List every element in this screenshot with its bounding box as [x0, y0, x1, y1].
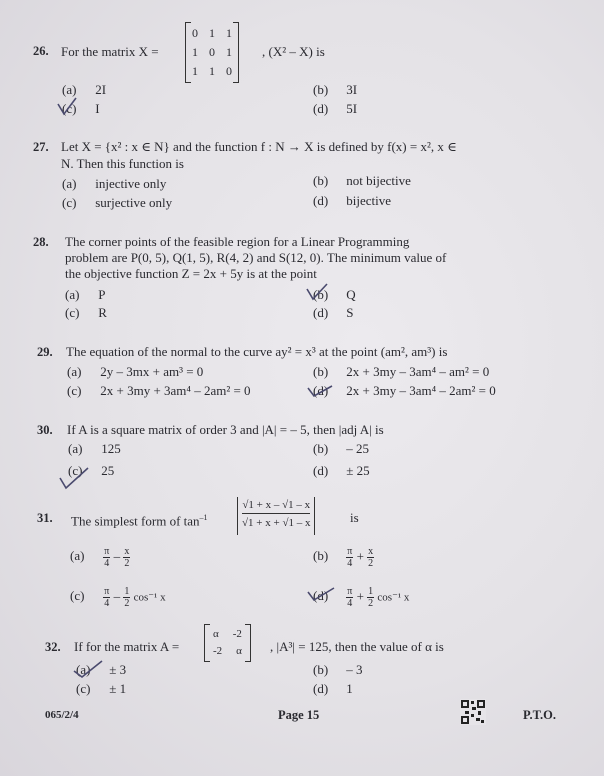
option-c[interactable]: (c) 2x + 3my + 3am⁴ – 2am² = 0 — [67, 383, 251, 398]
matrix-cell: 1 — [192, 45, 198, 59]
pen-tick-mark — [306, 380, 336, 400]
option-a[interactable]: (a) P — [65, 287, 106, 302]
question-text: The equation of the normal to the curve ay² = x³ at the point (am², am³) is — [66, 344, 448, 359]
question-text: If for the matrix A = — [74, 639, 180, 654]
pen-tick-mark — [305, 283, 331, 303]
matrix-cell: 0 — [192, 26, 198, 40]
matrix-cell: 0 — [209, 45, 215, 59]
question-text: If A is a square matrix of order 3 and |A| = – 5, then |adj A| is — [67, 422, 384, 437]
option-b[interactable]: (b) Q — [313, 287, 356, 302]
fraction: $\frac{x}{2}$ — [368, 546, 374, 569]
option-c[interactable]: (c) I — [62, 101, 100, 116]
option-c[interactable]: (c) ± 1 — [76, 681, 127, 696]
option-c[interactable]: (c) surjective only — [62, 195, 173, 210]
option-a[interactable]: (a) injective only — [62, 176, 167, 191]
option-d[interactable]: (d) 2x + 3my – 3am⁴ – 2am² = 0 — [313, 383, 496, 398]
question-number: 32. — [45, 640, 61, 654]
option-b[interactable]: (b) $\frac{\pi}{4}$ + $\frac{x}{2}$ — [313, 546, 374, 569]
matrix-cell: 1 — [226, 45, 232, 59]
question-tail: , |A³| = 125, then the value of α is — [270, 639, 444, 654]
fraction: $\frac{1}{2}$ — [368, 586, 374, 609]
option-d[interactable]: (d) 1 — [313, 681, 353, 696]
option-a[interactable]: (a) 2y – 3mx + am³ = 0 — [67, 364, 204, 379]
page-number: Page 15 — [278, 708, 320, 722]
question-text: the objective function Z = 2x + 5y is at the point — [65, 266, 317, 281]
tan-inverse-argument — [237, 497, 315, 535]
pen-tick-mark — [72, 657, 106, 679]
qr-code-icon — [460, 699, 486, 725]
fraction: $\frac{\pi}{4}$ — [347, 586, 353, 609]
option-b[interactable]: (b) not bijective — [313, 173, 411, 188]
question-text: problem are P(0, 5), Q(1, 5), R(4, 2) and S(12, 0). The minimum value of — [65, 250, 447, 265]
fraction: $\frac{x}{2}$ — [124, 546, 130, 569]
option-a[interactable]: (a) 2I — [62, 82, 107, 97]
option-a[interactable]: (a) 125 — [68, 441, 121, 456]
option-d[interactable]: (d) 5I — [313, 101, 358, 116]
option-b[interactable]: (b) 3I — [313, 82, 358, 97]
option-c[interactable]: (c) 25 — [68, 463, 115, 478]
matrix-cell: -2 — [232, 628, 242, 640]
fraction: $\frac{\pi}{4}$ — [104, 546, 110, 569]
matrix-x — [185, 22, 239, 83]
option-d[interactable]: (d) $\frac{\pi}{4}$ + $\frac{1}{2}$ cos⁻¹ x — [313, 586, 410, 609]
option-b[interactable]: (b) – 25 — [313, 441, 369, 456]
pto-label: P.T.O. — [523, 708, 556, 722]
question-text: The corner points of the feasible region for a Linear Programming — [65, 234, 410, 249]
fraction: $\frac{\pi}{4}$ — [347, 546, 353, 569]
option-d[interactable]: (d) ± 25 — [313, 463, 370, 478]
expr-numerator: √1 + x – √1 – x — [242, 497, 310, 514]
question-number: 26. — [33, 44, 49, 58]
option-a[interactable]: (a) ± 3 — [76, 662, 127, 677]
question-number: 29. — [37, 345, 53, 359]
question-text: N. Then this function is — [61, 156, 184, 171]
option-c[interactable]: (c) $\frac{\pi}{4}$ – $\frac{1}{2}$ cos⁻¹ x — [70, 586, 166, 609]
option-b[interactable]: (b) 2x + 3my – 3am⁴ – am² = 0 — [313, 364, 490, 379]
question-text: Let X = {x² : x ∈ N} and the function f : N → X is defined by f(x) = x², x ∈ — [61, 139, 457, 154]
fraction: $\frac{\pi}{4}$ — [104, 586, 110, 609]
option-b[interactable]: (b) – 3 — [313, 662, 363, 677]
paper-code: 065/2/4 — [45, 709, 79, 721]
question-stem: For the matrix X = — [61, 44, 159, 59]
pen-tick-mark — [306, 584, 338, 604]
question-number: 30. — [37, 423, 53, 437]
question-stem: The simplest form of tan — [71, 513, 200, 529]
question-number: 27. — [33, 140, 49, 154]
fraction: $\frac{1}{2}$ — [124, 586, 130, 609]
option-a[interactable]: (a) $\frac{\pi}{4}$ – $\frac{x}{2}$ — [70, 546, 130, 569]
expr-denominator: √1 + x + √1 – x — [242, 517, 311, 529]
question-number: 28. — [33, 235, 49, 249]
pen-tick-mark — [58, 462, 92, 492]
matrix-cell: 1 — [226, 26, 232, 40]
question-tail: , (X² – X) is — [262, 44, 325, 59]
matrix-cell: 1 — [209, 26, 215, 40]
question-tail: is — [350, 510, 359, 525]
option-d[interactable]: (d) S — [313, 305, 354, 320]
matrix-cell: -2 — [213, 645, 223, 657]
question-number: 31. — [37, 511, 53, 525]
inverse-superscript: –1 — [199, 513, 208, 522]
question-text — [61, 44, 159, 60]
matrix-cell: 1 — [192, 64, 198, 78]
option-d[interactable]: (d) bijective — [313, 193, 392, 208]
matrix-cell: 0 — [226, 64, 232, 78]
matrix-cell: 1 — [209, 64, 215, 78]
matrix-a — [204, 624, 251, 662]
matrix-cell: α — [213, 628, 219, 640]
question-text — [71, 510, 208, 529]
pen-tick-mark — [56, 96, 80, 118]
option-c[interactable]: (c) R — [65, 305, 107, 320]
matrix-cell: α — [236, 645, 242, 657]
